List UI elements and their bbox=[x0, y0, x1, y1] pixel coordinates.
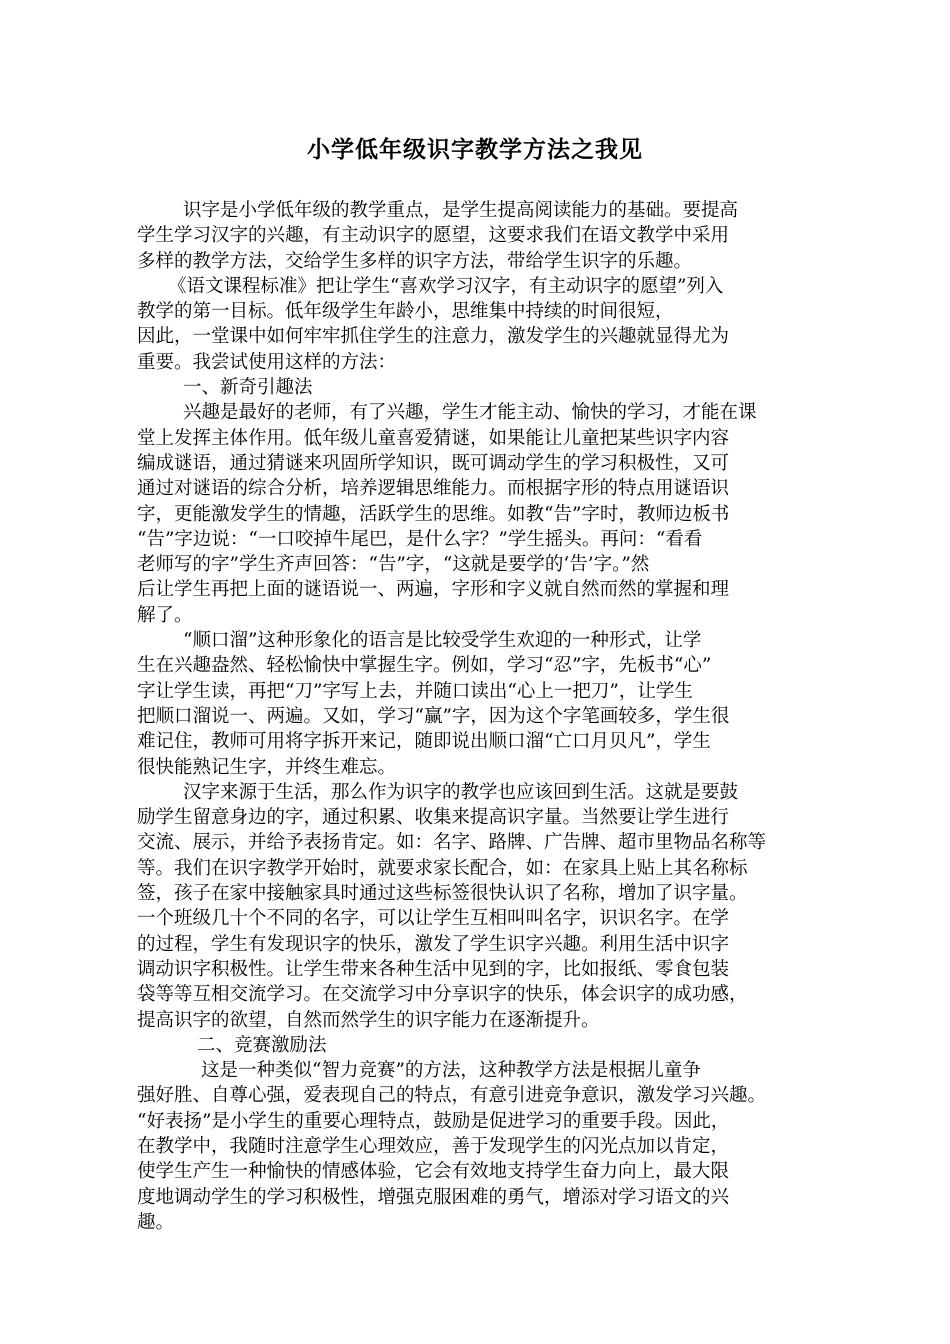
section-heading: 一、新奇引趣法 bbox=[183, 377, 313, 399]
text-line: 的过程，学生有发现识字的快乐，激发了学生识字兴趣。利用生活中识字 bbox=[137, 933, 730, 955]
text-line: 《语文课程标准》把让学生“喜欢学习汉字，有主动识字的愿望”列入 bbox=[168, 275, 724, 297]
text-line: 袋等等互相交流学习。在交流学习中分享识字的快乐，体会识字的成功感， bbox=[137, 984, 748, 1006]
text-line: 老师写的字”学生齐声回答：“告”字，“这就是要学的‘告’字。”然 bbox=[137, 554, 650, 576]
text-line: 提高识字的欲望，自然而然学生的识字能力在逐渐提升。 bbox=[137, 1009, 600, 1031]
text-line: 解了。 bbox=[137, 604, 193, 626]
text-line: 在教学中，我随时注意学生心理效应，善于发现学生的闪光点加以肯定， bbox=[137, 1135, 730, 1157]
text-line: “好表扬”是小学生的重要心理特点，鼓励是促进学习的重要手段。因此， bbox=[137, 1110, 730, 1132]
paragraph-standard bbox=[137, 274, 837, 375]
text-line: 后让学生再把上面的谜语说一、两遍，字形和字义就自然而然的掌握和理 bbox=[137, 579, 730, 601]
text-line: 通过对谜语的综合分析，培养逻辑思维能力。而根据字形的特点用谜语识 bbox=[137, 478, 730, 500]
section-heading-2 bbox=[137, 1033, 837, 1058]
text-line: 难记住，教师可用将字拆开来记，随即说出顺口溜“亡口月贝凡”，学生 bbox=[137, 731, 711, 753]
paragraph-competition bbox=[137, 1058, 837, 1235]
text-line: 生在兴趣盎然、轻松愉快中掌握生字。例如，学习“忍”字，先板书“心” bbox=[137, 655, 712, 677]
text-line: 签，孩子在家中接触家具时通过这些标签很快认识了名称，增加了识字量。 bbox=[137, 883, 748, 905]
text-line: 励学生留意身边的字，通过积累、收集来提高识字量。当然要让学生进行 bbox=[137, 807, 730, 829]
text-line: 把顺口溜说一、两遍。又如，学习“赢”字，因为这个字笔画较多，学生很 bbox=[137, 705, 730, 727]
text-line: 堂上发挥主体作用。低年级儿童喜爱猜谜，如果能让儿童把某些识字内容 bbox=[137, 427, 730, 449]
document-body bbox=[137, 198, 837, 1235]
text-line: 使学生产生一种愉快的情感体验，它会有效地支持学生奋力向上，最大限 bbox=[137, 1161, 730, 1183]
text-line: 字让学生读，再把“刀”字写上去，并随口读出“心上一把刀”，让学生 bbox=[137, 680, 693, 702]
text-line: 等。我们在识字教学开始时，就要求家长配合，如：在家具上贴上其名称标 bbox=[137, 857, 748, 879]
text-line: 趣。 bbox=[137, 1211, 175, 1233]
text-line: “告”字边说：“一口咬掉牛尾巴，是什么字？”学生摇头。再问：“看看 bbox=[137, 528, 703, 550]
text-line: 识字是小学低年级的教学重点，是学生提高阅读能力的基础。要提高 bbox=[183, 200, 739, 221]
text-line: 重要。我尝试使用这样的方法： bbox=[137, 351, 397, 373]
text-line: 多样的教学方法，交给学生多样的识字方法，带给学生识字的乐趣。 bbox=[137, 250, 693, 272]
paragraph-intro bbox=[137, 198, 837, 274]
document-title: 小学低年级识字教学方法之我见 bbox=[307, 136, 643, 163]
section-heading: 二、竞赛激励法 bbox=[197, 1034, 327, 1056]
text-line: 这是一种类似“智力竞赛”的方法，这种教学方法是根据儿童争 bbox=[201, 1060, 701, 1082]
text-line: 交流、展示，并给予表扬肯定。如：名字、路牌、广告牌、超市里物品名称等 bbox=[137, 832, 767, 854]
text-line: 编成谜语，通过猜谜来巩固所学知识，既可调动学生的学习积极性，又可 bbox=[137, 452, 730, 474]
text-line: 因此，一堂课中如何牢牢抓住学生的注意力，激发学生的兴趣就显得尤为 bbox=[137, 326, 730, 348]
text-line: 字，更能激发学生的情趣，活跃学生的思维。如教“告”字时，教师边板书 bbox=[137, 503, 730, 525]
text-line: 教学的第一目标。低年级学生年龄小，思维集中持续的时间很短， bbox=[137, 301, 674, 323]
text-line: 兴趣是最好的老师，有了兴趣，学生才能主动、愉快的学习，才能在课 bbox=[183, 402, 757, 424]
text-line: 调动识字积极性。让学生带来各种生活中见到的字，比如报纸、零食包装 bbox=[137, 958, 730, 980]
text-line: 很快能熟记生字，并终生难忘。 bbox=[137, 756, 397, 778]
paragraph-life bbox=[137, 780, 837, 1033]
text-line: 一个班级几十个不同的名字，可以让学生互相叫叫名字，识识名字。在学 bbox=[137, 908, 730, 930]
text-line: 汉字来源于生活，那么作为识字的教学也应该回到生活。这就是要鼓 bbox=[183, 781, 739, 803]
text-line: 学生学习汉字的兴趣，有主动识字的愿望，这要求我们在语文教学中采用 bbox=[137, 225, 730, 247]
section-heading-1 bbox=[137, 375, 837, 400]
text-line: 强好胜、自尊心强，爱表现自己的特点，有意引进竞争意识，激发学习兴趣。 bbox=[137, 1085, 767, 1107]
text-line: “顺口溜”这种形象化的语言是比较受学生欢迎的一种形式，让学 bbox=[183, 630, 702, 652]
paragraph-riddle bbox=[137, 400, 837, 628]
text-line: 度地调动学生的学习积极性，增强克服困难的勇气，增添对学习语文的兴 bbox=[137, 1186, 730, 1208]
paragraph-jingle bbox=[137, 628, 837, 780]
